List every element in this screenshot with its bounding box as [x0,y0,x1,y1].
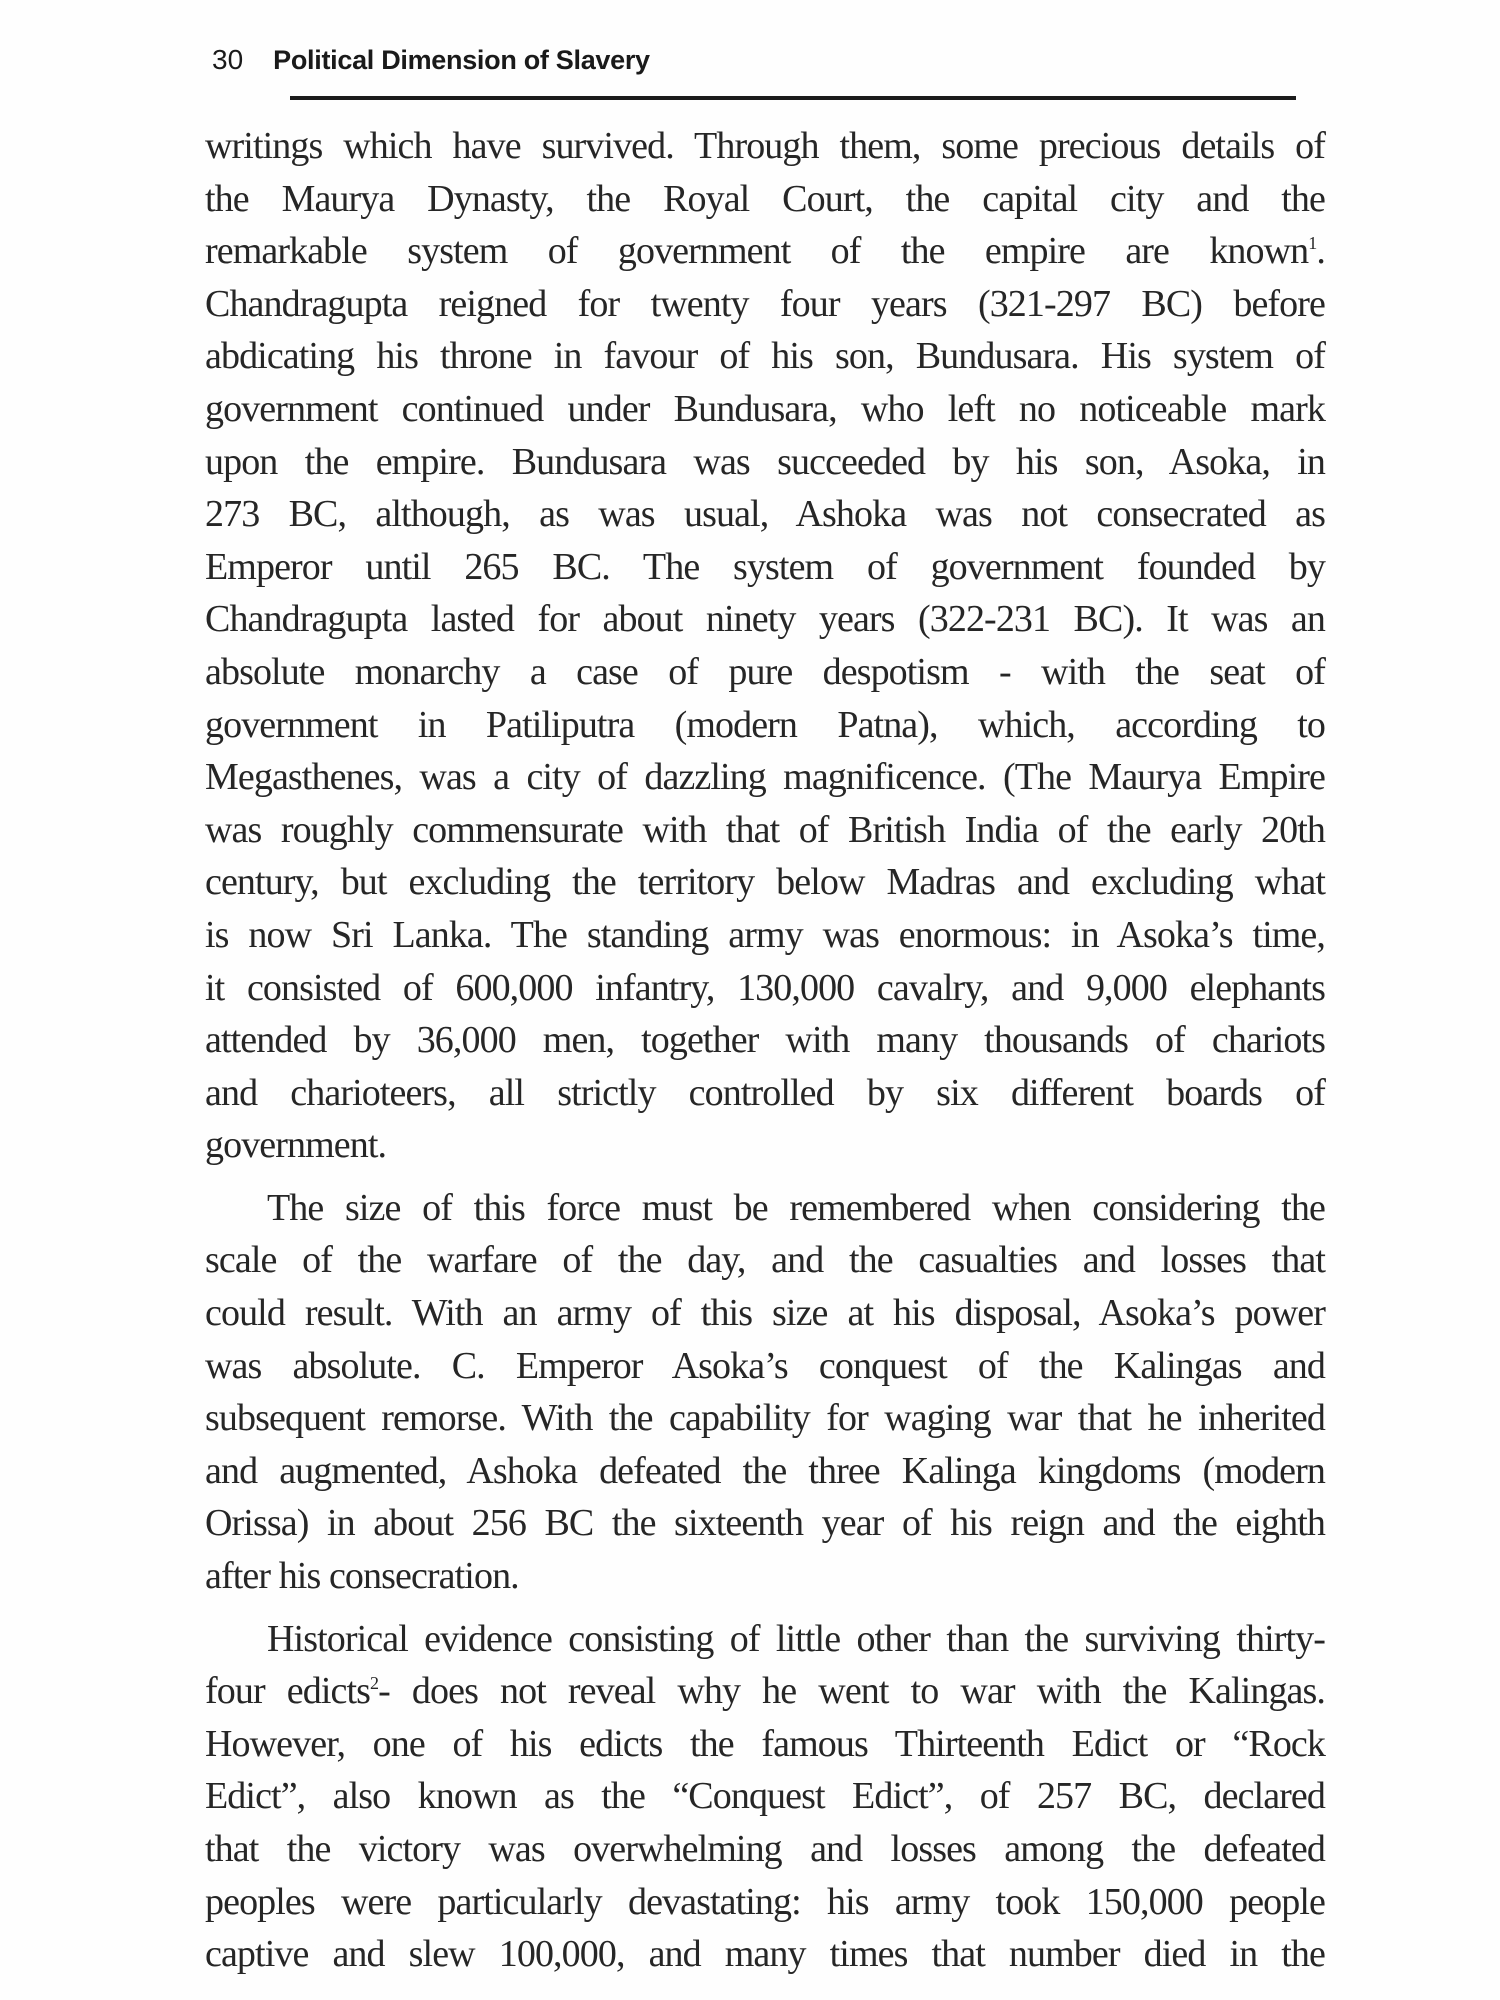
header-rule [290,96,1296,100]
running-head [212,44,650,84]
text-line: was roughly commensurate with that of British India of the early 20th [205,808,1325,851]
text-span: . [1316,230,1325,273]
paragraph-2 [205,1182,1325,1603]
text-line: attended by 36,000 men, together with many thousands of chariots [205,1019,1325,1062]
text-line: is now Sri Lanka. The standing army was enormous: in Asoka’s time, [205,913,1325,956]
text-line: and charioteers, all strictly controlled by six different boards of [205,1071,1325,1114]
text-line: peoples were particularly devastating: his army took 150,000 people [205,1880,1325,1923]
paragraph-gap [205,1172,1325,1182]
page-number: 30 [212,44,244,75]
footnote-ref-2[interactable]: 2 [370,1673,379,1694]
paragraph-3 [205,1613,1325,1981]
text-line: government. [205,1124,387,1167]
text-line: Emperor until 265 BC. The system of government founded by [205,545,1325,588]
text-line: 273 BC, although, as was usual, Ashoka was not consecrated as [205,493,1325,536]
text-line: Historical evidence consisting of little other than the surviving thirty- [267,1617,1325,1660]
text-line: captive and slew 100,000, and many times that number died in the [205,1933,1325,1976]
paragraph-1 [205,120,1325,1172]
body-text [205,120,1325,1981]
text-line: abdicating his throne in favour of his son, Bundusara. His system of [205,335,1325,378]
running-title: Political Dimension of Slavery [273,45,650,75]
text-line: and augmented, Ashoka defeated the three Kalinga kingdoms (modern [205,1449,1325,1492]
text-line: was absolute. C. Emperor Asoka’s conquest of the Kalingas and [205,1344,1325,1387]
text-line: government continued under Bundusara, who left no noticeable mark [205,387,1325,430]
text-span: - does not reveal why he went to war with the Kalingas. [378,1670,1325,1713]
text-line: Megasthenes, was a city of dazzling magnificence. (The Maurya Empire [205,756,1325,799]
text-line: century, but excluding the territory below Madras and excluding what [205,861,1325,904]
text-line: scale of the warfare of the day, and the casualties and losses that [205,1239,1325,1282]
text-span: remarkable system of government of the empire are known [205,230,1309,273]
text-line: Chandragupta reigned for twenty four years (321-297 BC) before [205,282,1325,325]
text-span: four edicts [205,1670,370,1713]
text-line: government in Patiliputra (modern Patna), which, according to [205,703,1325,746]
text-line: Chandragupta lasted for about ninety years (322-231 BC). It was an [205,598,1325,641]
text-line: However, one of his edicts the famous Thirteenth Edict or “Rock [205,1722,1325,1765]
text-line: subsequent remorse. With the capability for waging war that he inherited [205,1397,1325,1440]
text-line [205,1665,1325,1718]
text-line: absolute monarchy a case of pure despotism - with the seat of [205,650,1325,693]
text-line: could result. With an army of this size at his disposal, Asoka’s power [205,1292,1325,1335]
text-line [205,225,1325,278]
text-line: The size of this force must be remembered when considering the [267,1186,1325,1229]
text-line: after his consecration. [205,1555,519,1598]
text-line: it consisted of 600,000 infantry, 130,000 cavalry, and 9,000 elephants [205,966,1325,1009]
text-line: upon the empire. Bundusara was succeeded by his son, Asoka, in [205,440,1325,483]
text-line: the Maurya Dynasty, the Royal Court, the capital city and the [205,177,1325,220]
text-line: writings which have survived. Through them, some precious details of [205,125,1325,167]
text-line: that the victory was overwhelming and losses among the defeated [205,1828,1325,1870]
paragraph-gap [205,1603,1325,1613]
text-line: Edict”, also known as the “Conquest Edict”, of 257 BC, declared [205,1775,1325,1818]
footnote-ref-1[interactable]: 1 [1308,233,1317,254]
text-line: Orissa) in about 256 BC the sixteenth year of his reign and the eighth [205,1502,1325,1545]
